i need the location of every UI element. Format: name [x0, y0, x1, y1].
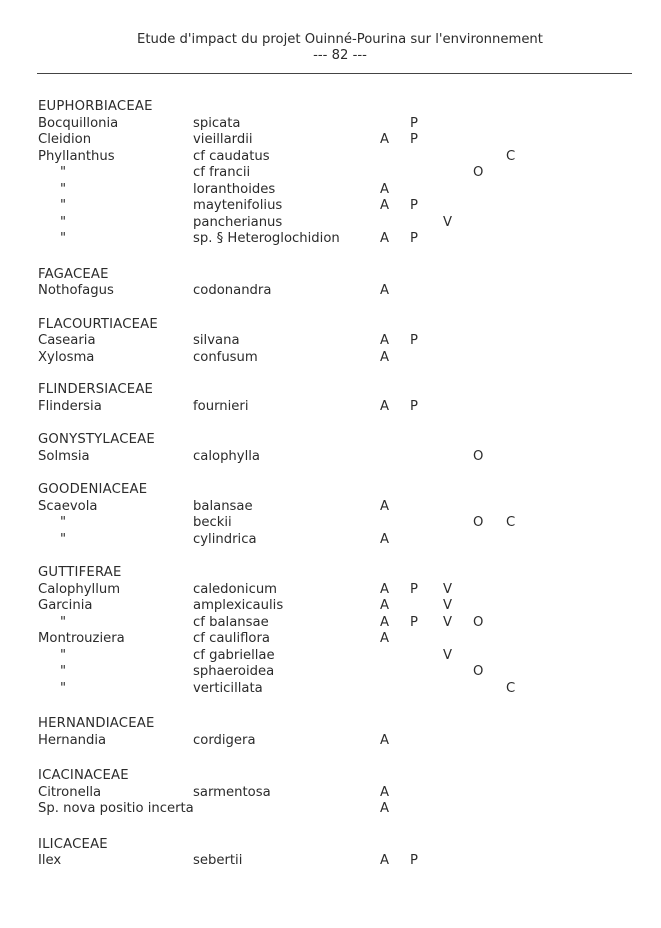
col-c: C [506, 148, 516, 164]
col-a: A [380, 732, 390, 748]
species-row [38, 648, 638, 665]
col-v: V [443, 598, 453, 613]
family-block [38, 565, 638, 697]
genus-name: " [60, 181, 67, 197]
col-v: V [443, 214, 453, 230]
col-a: A [380, 631, 390, 646]
species-name: beckii [193, 515, 232, 530]
family-name: FLINDERSIACEAE [38, 382, 154, 397]
header-rule [37, 73, 632, 74]
species-name: cordigera [193, 732, 256, 748]
document-title: Etude d'impact du projet Ouinné-Pourina sur l'environnement [137, 32, 543, 47]
species-name: maytenifolius [193, 198, 283, 213]
genus-name: " [60, 614, 67, 630]
genus-name: Flindersia [38, 398, 102, 414]
genus-name: Sp. nova positio incerta [38, 801, 194, 816]
species-row [38, 449, 638, 466]
species-row [38, 149, 638, 166]
col-a: A [380, 231, 390, 246]
family-block [38, 267, 638, 300]
col-o: O [473, 664, 484, 679]
col-p: P [410, 198, 418, 213]
genus-name: Casearia [38, 333, 96, 348]
species-row [38, 198, 638, 215]
genus-name: " [60, 214, 67, 230]
species-name: vieillardii [193, 132, 253, 147]
species-name: codonandra [193, 283, 272, 298]
genus-name: Bocquillonia [38, 115, 119, 131]
species-row [38, 532, 638, 549]
genus-name: " [60, 231, 67, 246]
species-name: sp. § Heteroglochidion [193, 231, 340, 246]
family-block [38, 317, 638, 367]
species-name: calophylla [193, 448, 261, 464]
species-row [38, 615, 638, 632]
col-p: P [410, 614, 418, 630]
species-row [38, 182, 638, 199]
species-row [38, 785, 638, 802]
species-row [38, 333, 638, 350]
family-block [38, 768, 638, 818]
genus-name: Hernandia [38, 732, 107, 748]
species-row [38, 598, 638, 615]
genus-name: Phyllanthus [38, 148, 115, 164]
col-a: A [380, 181, 390, 197]
genus-name: Cleidion [38, 132, 92, 147]
family-name: GOODENIACEAE [38, 482, 148, 497]
species-row [38, 231, 638, 248]
col-a: A [380, 198, 390, 213]
genus-name: Garcinia [38, 598, 93, 613]
species-name: loranthoides [193, 181, 276, 197]
col-o: O [473, 515, 484, 530]
family-block [38, 716, 638, 749]
family-name: GONYSTYLACEAE [38, 432, 155, 447]
species-row [38, 132, 638, 149]
col-a: A [380, 801, 390, 816]
species-row [38, 582, 638, 599]
col-o: O [473, 165, 484, 180]
col-a: A [380, 398, 390, 414]
col-a: A [380, 598, 390, 613]
page-number: --- 82 --- [313, 48, 367, 63]
col-a: A [380, 283, 390, 298]
species-row [38, 116, 638, 133]
species-name: cylindrica [193, 531, 257, 547]
species-row [38, 499, 638, 516]
genus-name: " [60, 165, 67, 180]
genus-name: " [60, 680, 67, 696]
genus-name: " [60, 198, 67, 213]
species-list [38, 99, 638, 870]
species-name: spicata [193, 115, 241, 131]
genus-name: " [60, 647, 67, 663]
genus-name: " [60, 664, 67, 679]
col-a: A [380, 581, 390, 597]
species-name: sarmentosa [193, 784, 271, 800]
col-p: P [410, 231, 418, 246]
genus-name: " [60, 515, 67, 530]
species-name: cf balansae [193, 614, 269, 630]
genus-name: Solmsia [38, 448, 90, 464]
col-p: P [410, 132, 418, 147]
genus-name: Xylosma [38, 349, 95, 365]
col-a: A [380, 498, 390, 514]
species-name: sebertii [193, 853, 243, 868]
species-row [38, 664, 638, 681]
species-row [38, 733, 638, 750]
col-p: P [410, 333, 418, 348]
genus-name: Scaevola [38, 498, 98, 514]
species-name: sphaeroidea [193, 664, 275, 679]
family-block [38, 382, 638, 415]
species-name: balansae [193, 498, 253, 514]
genus-name: Nothofagus [38, 283, 114, 298]
col-a: A [380, 531, 390, 547]
species-row [38, 801, 638, 818]
species-name: confusum [193, 349, 258, 365]
col-p: P [410, 115, 418, 131]
species-row [38, 165, 638, 182]
species-name: caledonicum [193, 581, 278, 597]
family-name: EUPHORBIACEAE [38, 99, 153, 114]
species-name: cf francii [193, 165, 251, 180]
species-row [38, 853, 638, 870]
species-row [38, 350, 638, 367]
genus-name: Ilex [38, 853, 62, 868]
family-name: GUTTIFERAE [38, 565, 122, 580]
species-name: verticillata [193, 680, 263, 696]
col-v: V [443, 614, 453, 630]
species-row [38, 399, 638, 416]
species-name: cf caudatus [193, 148, 270, 164]
col-a: A [380, 853, 390, 868]
genus-name: Citronella [38, 784, 102, 800]
col-a: A [380, 784, 390, 800]
species-name: cf gabriellae [193, 647, 275, 663]
species-row [38, 681, 638, 698]
col-c: C [506, 515, 516, 530]
species-row [38, 215, 638, 232]
col-a: A [380, 333, 390, 348]
col-a: A [380, 349, 390, 365]
family-block [38, 432, 638, 465]
col-p: P [410, 398, 418, 414]
col-o: O [473, 614, 484, 630]
col-a: A [380, 614, 390, 630]
family-name: FAGACEAE [38, 266, 109, 282]
genus-name: Calophyllum [38, 581, 121, 597]
family-block [38, 99, 638, 248]
col-v: V [443, 647, 453, 663]
col-p: P [410, 853, 418, 868]
family-block [38, 482, 638, 548]
species-name: pancherianus [193, 214, 283, 230]
col-a: A [380, 132, 390, 147]
species-name: cf cauliflora [193, 631, 270, 646]
family-name: ILICACEAE [38, 836, 108, 852]
species-row [38, 515, 638, 532]
family-block [38, 837, 638, 870]
family-name: FLACOURTIACEAE [38, 316, 158, 332]
col-c: C [506, 680, 516, 696]
species-name: amplexicaulis [193, 598, 284, 613]
species-row [38, 283, 638, 300]
page-header [0, 32, 661, 64]
col-v: V [443, 581, 453, 597]
species-name: fournieri [193, 398, 249, 414]
genus-name: " [60, 531, 67, 547]
species-row [38, 631, 638, 648]
family-name: HERNANDIACEAE [38, 716, 155, 731]
genus-name: Montrouziera [38, 631, 125, 646]
col-p: P [410, 581, 418, 597]
family-name: ICACINACEAE [38, 768, 129, 783]
col-o: O [473, 448, 484, 464]
species-name: silvana [193, 333, 240, 348]
